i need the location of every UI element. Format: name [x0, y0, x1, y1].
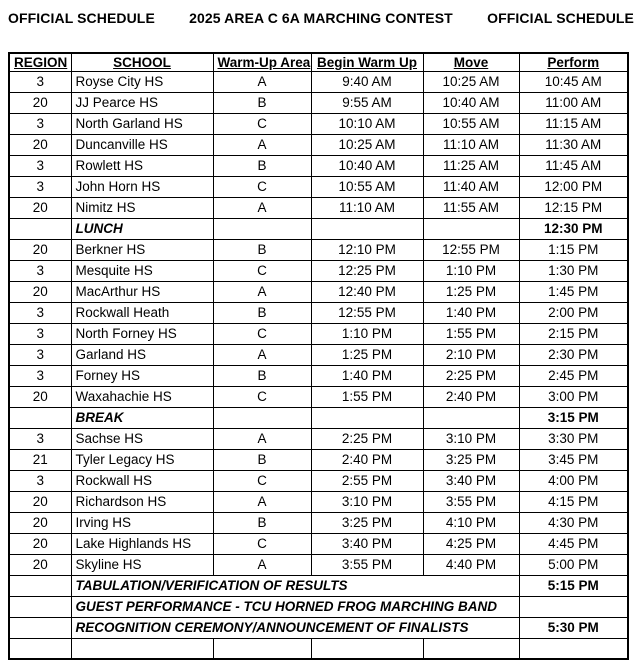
school-row — [9, 113, 628, 134]
school-row — [9, 428, 628, 449]
school-cell: Nimitz HS — [71, 197, 213, 218]
contest-title: 2025 AREA C 6A MARCHING CONTEST — [189, 10, 453, 26]
school-row — [9, 344, 628, 365]
warm-up-area-cell: A — [213, 344, 311, 365]
region-cell — [9, 596, 71, 617]
warm-up-area-cell: B — [213, 449, 311, 470]
begin-warm-up-cell: 1:25 PM — [311, 344, 423, 365]
begin-warm-up-cell: 10:55 AM — [311, 176, 423, 197]
move-cell: 12:55 PM — [423, 239, 519, 260]
region-cell: 3 — [9, 428, 71, 449]
perform-cell: 2:30 PM — [519, 344, 628, 365]
event-row-merged — [9, 617, 628, 638]
region-cell: 3 — [9, 155, 71, 176]
event-label-cell: TABULATION/VERIFICATION OF RESULTS — [71, 575, 519, 596]
region-cell: 20 — [9, 197, 71, 218]
warm-up-area-cell: A — [213, 197, 311, 218]
column-header-perform: Perform — [519, 53, 628, 71]
school-row — [9, 176, 628, 197]
school-row — [9, 449, 628, 470]
region-cell: 3 — [9, 470, 71, 491]
school-cell: Irving HS — [71, 512, 213, 533]
school-cell: Rowlett HS — [71, 155, 213, 176]
perform-cell: 12:30 PM — [519, 218, 628, 239]
school-row — [9, 134, 628, 155]
school-cell: Duncanville HS — [71, 134, 213, 155]
warm-up-area-cell: B — [213, 92, 311, 113]
perform-cell: 11:45 AM — [519, 155, 628, 176]
warm-up-area-cell: A — [213, 491, 311, 512]
move-cell: 2:40 PM — [423, 386, 519, 407]
schedule-body — [9, 71, 628, 659]
school-row — [9, 155, 628, 176]
school-cell: Richardson HS — [71, 491, 213, 512]
event-row — [9, 218, 628, 239]
perform-cell: 12:00 PM — [519, 176, 628, 197]
begin-warm-up-cell: 12:55 PM — [311, 302, 423, 323]
region-cell: 3 — [9, 302, 71, 323]
school-cell: Mesquite HS — [71, 260, 213, 281]
perform-cell: 1:30 PM — [519, 260, 628, 281]
school-cell: MacArthur HS — [71, 281, 213, 302]
region-cell: 20 — [9, 281, 71, 302]
school-cell: Rockwall Heath — [71, 302, 213, 323]
warm-up-area-cell: C — [213, 113, 311, 134]
begin-warm-up-cell: 3:55 PM — [311, 554, 423, 575]
move-cell: 10:25 AM — [423, 71, 519, 92]
document-header — [8, 8, 634, 26]
school-row — [9, 260, 628, 281]
warm-up-area-cell: A — [213, 428, 311, 449]
school-cell: Tyler Legacy HS — [71, 449, 213, 470]
perform-cell: 4:30 PM — [519, 512, 628, 533]
region-cell — [9, 407, 71, 428]
move-cell: 10:55 AM — [423, 113, 519, 134]
move-cell: 11:40 AM — [423, 176, 519, 197]
begin-warm-up-cell: 2:25 PM — [311, 428, 423, 449]
region-cell: 3 — [9, 323, 71, 344]
perform-cell: 3:45 PM — [519, 449, 628, 470]
begin-warm-up-cell: 1:40 PM — [311, 365, 423, 386]
perform-cell: 11:00 AM — [519, 92, 628, 113]
school-cell: Skyline HS — [71, 554, 213, 575]
region-cell — [9, 575, 71, 596]
perform-cell: 4:45 PM — [519, 533, 628, 554]
begin-warm-up-cell: 12:25 PM — [311, 260, 423, 281]
perform-cell: 11:15 AM — [519, 113, 628, 134]
warm-up-area-cell: A — [213, 281, 311, 302]
begin-warm-up-cell: 1:10 PM — [311, 323, 423, 344]
begin-warm-up-cell: 9:55 AM — [311, 92, 423, 113]
official-schedule-right-label: OFFICIAL SCHEDULE — [487, 10, 634, 26]
begin-warm-up-cell: 3:40 PM — [311, 533, 423, 554]
warm-up-area-cell: C — [213, 470, 311, 491]
perform-cell: 11:30 AM — [519, 134, 628, 155]
move-cell: 3:40 PM — [423, 470, 519, 491]
warm-up-area-cell: C — [213, 176, 311, 197]
warm-up-area-cell: C — [213, 323, 311, 344]
school-row — [9, 323, 628, 344]
region-cell: 3 — [9, 260, 71, 281]
warm-up-area-cell — [213, 638, 311, 659]
begin-warm-up-cell: 2:40 PM — [311, 449, 423, 470]
warm-up-area-cell: C — [213, 533, 311, 554]
perform-cell: 3:15 PM — [519, 407, 628, 428]
move-cell — [423, 638, 519, 659]
official-schedule-left-label: OFFICIAL SCHEDULE — [8, 10, 155, 26]
perform-cell — [519, 638, 628, 659]
school-cell: Forney HS — [71, 365, 213, 386]
warm-up-area-cell: A — [213, 134, 311, 155]
school-cell: John Horn HS — [71, 176, 213, 197]
region-cell: 20 — [9, 386, 71, 407]
school-cell: Lake Highlands HS — [71, 533, 213, 554]
school-cell: Royse City HS — [71, 71, 213, 92]
event-label-cell: BREAK — [71, 407, 213, 428]
column-header-warm-up-area: Warm-Up Area — [213, 53, 311, 71]
move-cell: 3:25 PM — [423, 449, 519, 470]
column-header-begin-warm-up: Begin Warm Up — [311, 53, 423, 71]
school-row — [9, 281, 628, 302]
move-cell: 1:55 PM — [423, 323, 519, 344]
move-cell: 10:40 AM — [423, 92, 519, 113]
event-row-merged — [9, 575, 628, 596]
schedule-table — [8, 52, 629, 660]
school-cell: JJ Pearce HS — [71, 92, 213, 113]
school-row — [9, 92, 628, 113]
region-cell: 3 — [9, 176, 71, 197]
warm-up-area-cell — [213, 407, 311, 428]
school-row — [9, 491, 628, 512]
school-cell: Sachse HS — [71, 428, 213, 449]
move-cell: 2:10 PM — [423, 344, 519, 365]
empty-row — [9, 638, 628, 659]
region-cell: 20 — [9, 239, 71, 260]
move-cell: 11:10 AM — [423, 134, 519, 155]
school-cell: North Forney HS — [71, 323, 213, 344]
warm-up-area-cell: B — [213, 365, 311, 386]
begin-warm-up-cell: 11:10 AM — [311, 197, 423, 218]
school-row — [9, 533, 628, 554]
school-cell: North Garland HS — [71, 113, 213, 134]
begin-warm-up-cell — [311, 407, 423, 428]
move-cell: 11:25 AM — [423, 155, 519, 176]
begin-warm-up-cell: 2:55 PM — [311, 470, 423, 491]
event-label-cell: GUEST PERFORMANCE - TCU HORNED FROG MARCHING BAND — [71, 596, 519, 617]
region-cell: 3 — [9, 344, 71, 365]
move-cell: 1:40 PM — [423, 302, 519, 323]
school-cell: Rockwall HS — [71, 470, 213, 491]
region-cell: 20 — [9, 554, 71, 575]
perform-cell: 2:45 PM — [519, 365, 628, 386]
school-cell — [71, 638, 213, 659]
perform-cell: 5:15 PM — [519, 575, 628, 596]
column-header-region: REGION — [9, 53, 71, 71]
perform-cell: 12:15 PM — [519, 197, 628, 218]
move-cell: 2:25 PM — [423, 365, 519, 386]
warm-up-area-cell: A — [213, 71, 311, 92]
begin-warm-up-cell: 1:55 PM — [311, 386, 423, 407]
school-cell: Berkner HS — [71, 239, 213, 260]
warm-up-area-cell — [213, 218, 311, 239]
perform-cell: 5:30 PM — [519, 617, 628, 638]
region-cell: 20 — [9, 491, 71, 512]
warm-up-area-cell: B — [213, 302, 311, 323]
header-row — [9, 53, 628, 71]
begin-warm-up-cell: 9:40 AM — [311, 71, 423, 92]
perform-cell — [519, 596, 628, 617]
school-row — [9, 554, 628, 575]
school-cell: Garland HS — [71, 344, 213, 365]
move-cell: 4:25 PM — [423, 533, 519, 554]
begin-warm-up-cell: 10:25 AM — [311, 134, 423, 155]
move-cell: 1:10 PM — [423, 260, 519, 281]
school-row — [9, 197, 628, 218]
warm-up-area-cell: B — [213, 155, 311, 176]
region-cell — [9, 638, 71, 659]
begin-warm-up-cell — [311, 218, 423, 239]
column-header-school: SCHOOL — [71, 53, 213, 71]
begin-warm-up-cell: 12:40 PM — [311, 281, 423, 302]
begin-warm-up-cell: 10:10 AM — [311, 113, 423, 134]
perform-cell: 1:15 PM — [519, 239, 628, 260]
begin-warm-up-cell — [311, 638, 423, 659]
school-row — [9, 386, 628, 407]
move-cell: 11:55 AM — [423, 197, 519, 218]
school-row — [9, 302, 628, 323]
perform-cell: 3:00 PM — [519, 386, 628, 407]
begin-warm-up-cell: 12:10 PM — [311, 239, 423, 260]
school-row — [9, 470, 628, 491]
event-label-cell: LUNCH — [71, 218, 213, 239]
region-cell — [9, 218, 71, 239]
region-cell: 20 — [9, 92, 71, 113]
move-cell: 4:10 PM — [423, 512, 519, 533]
perform-cell: 4:00 PM — [519, 470, 628, 491]
warm-up-area-cell: A — [213, 554, 311, 575]
move-cell: 3:10 PM — [423, 428, 519, 449]
warm-up-area-cell: B — [213, 239, 311, 260]
move-cell — [423, 218, 519, 239]
move-cell: 4:40 PM — [423, 554, 519, 575]
move-cell — [423, 407, 519, 428]
begin-warm-up-cell: 3:10 PM — [311, 491, 423, 512]
school-row — [9, 512, 628, 533]
warm-up-area-cell: C — [213, 386, 311, 407]
school-cell: Waxahachie HS — [71, 386, 213, 407]
region-cell — [9, 617, 71, 638]
school-row — [9, 71, 628, 92]
perform-cell: 10:45 AM — [519, 71, 628, 92]
begin-warm-up-cell: 3:25 PM — [311, 512, 423, 533]
warm-up-area-cell: C — [213, 260, 311, 281]
region-cell: 3 — [9, 113, 71, 134]
perform-cell: 4:15 PM — [519, 491, 628, 512]
region-cell: 20 — [9, 134, 71, 155]
perform-cell: 5:00 PM — [519, 554, 628, 575]
column-header-move: Move — [423, 53, 519, 71]
begin-warm-up-cell: 10:40 AM — [311, 155, 423, 176]
move-cell: 1:25 PM — [423, 281, 519, 302]
perform-cell: 1:45 PM — [519, 281, 628, 302]
event-label-cell: RECOGNITION CEREMONY/ANNOUNCEMENT OF FINALISTS — [71, 617, 519, 638]
school-row — [9, 239, 628, 260]
region-cell: 21 — [9, 449, 71, 470]
school-row — [9, 365, 628, 386]
perform-cell: 2:15 PM — [519, 323, 628, 344]
move-cell: 3:55 PM — [423, 491, 519, 512]
perform-cell: 2:00 PM — [519, 302, 628, 323]
region-cell: 3 — [9, 71, 71, 92]
event-row-merged — [9, 596, 628, 617]
region-cell: 3 — [9, 365, 71, 386]
event-row — [9, 407, 628, 428]
region-cell: 20 — [9, 512, 71, 533]
perform-cell: 3:30 PM — [519, 428, 628, 449]
region-cell: 20 — [9, 533, 71, 554]
warm-up-area-cell: B — [213, 512, 311, 533]
